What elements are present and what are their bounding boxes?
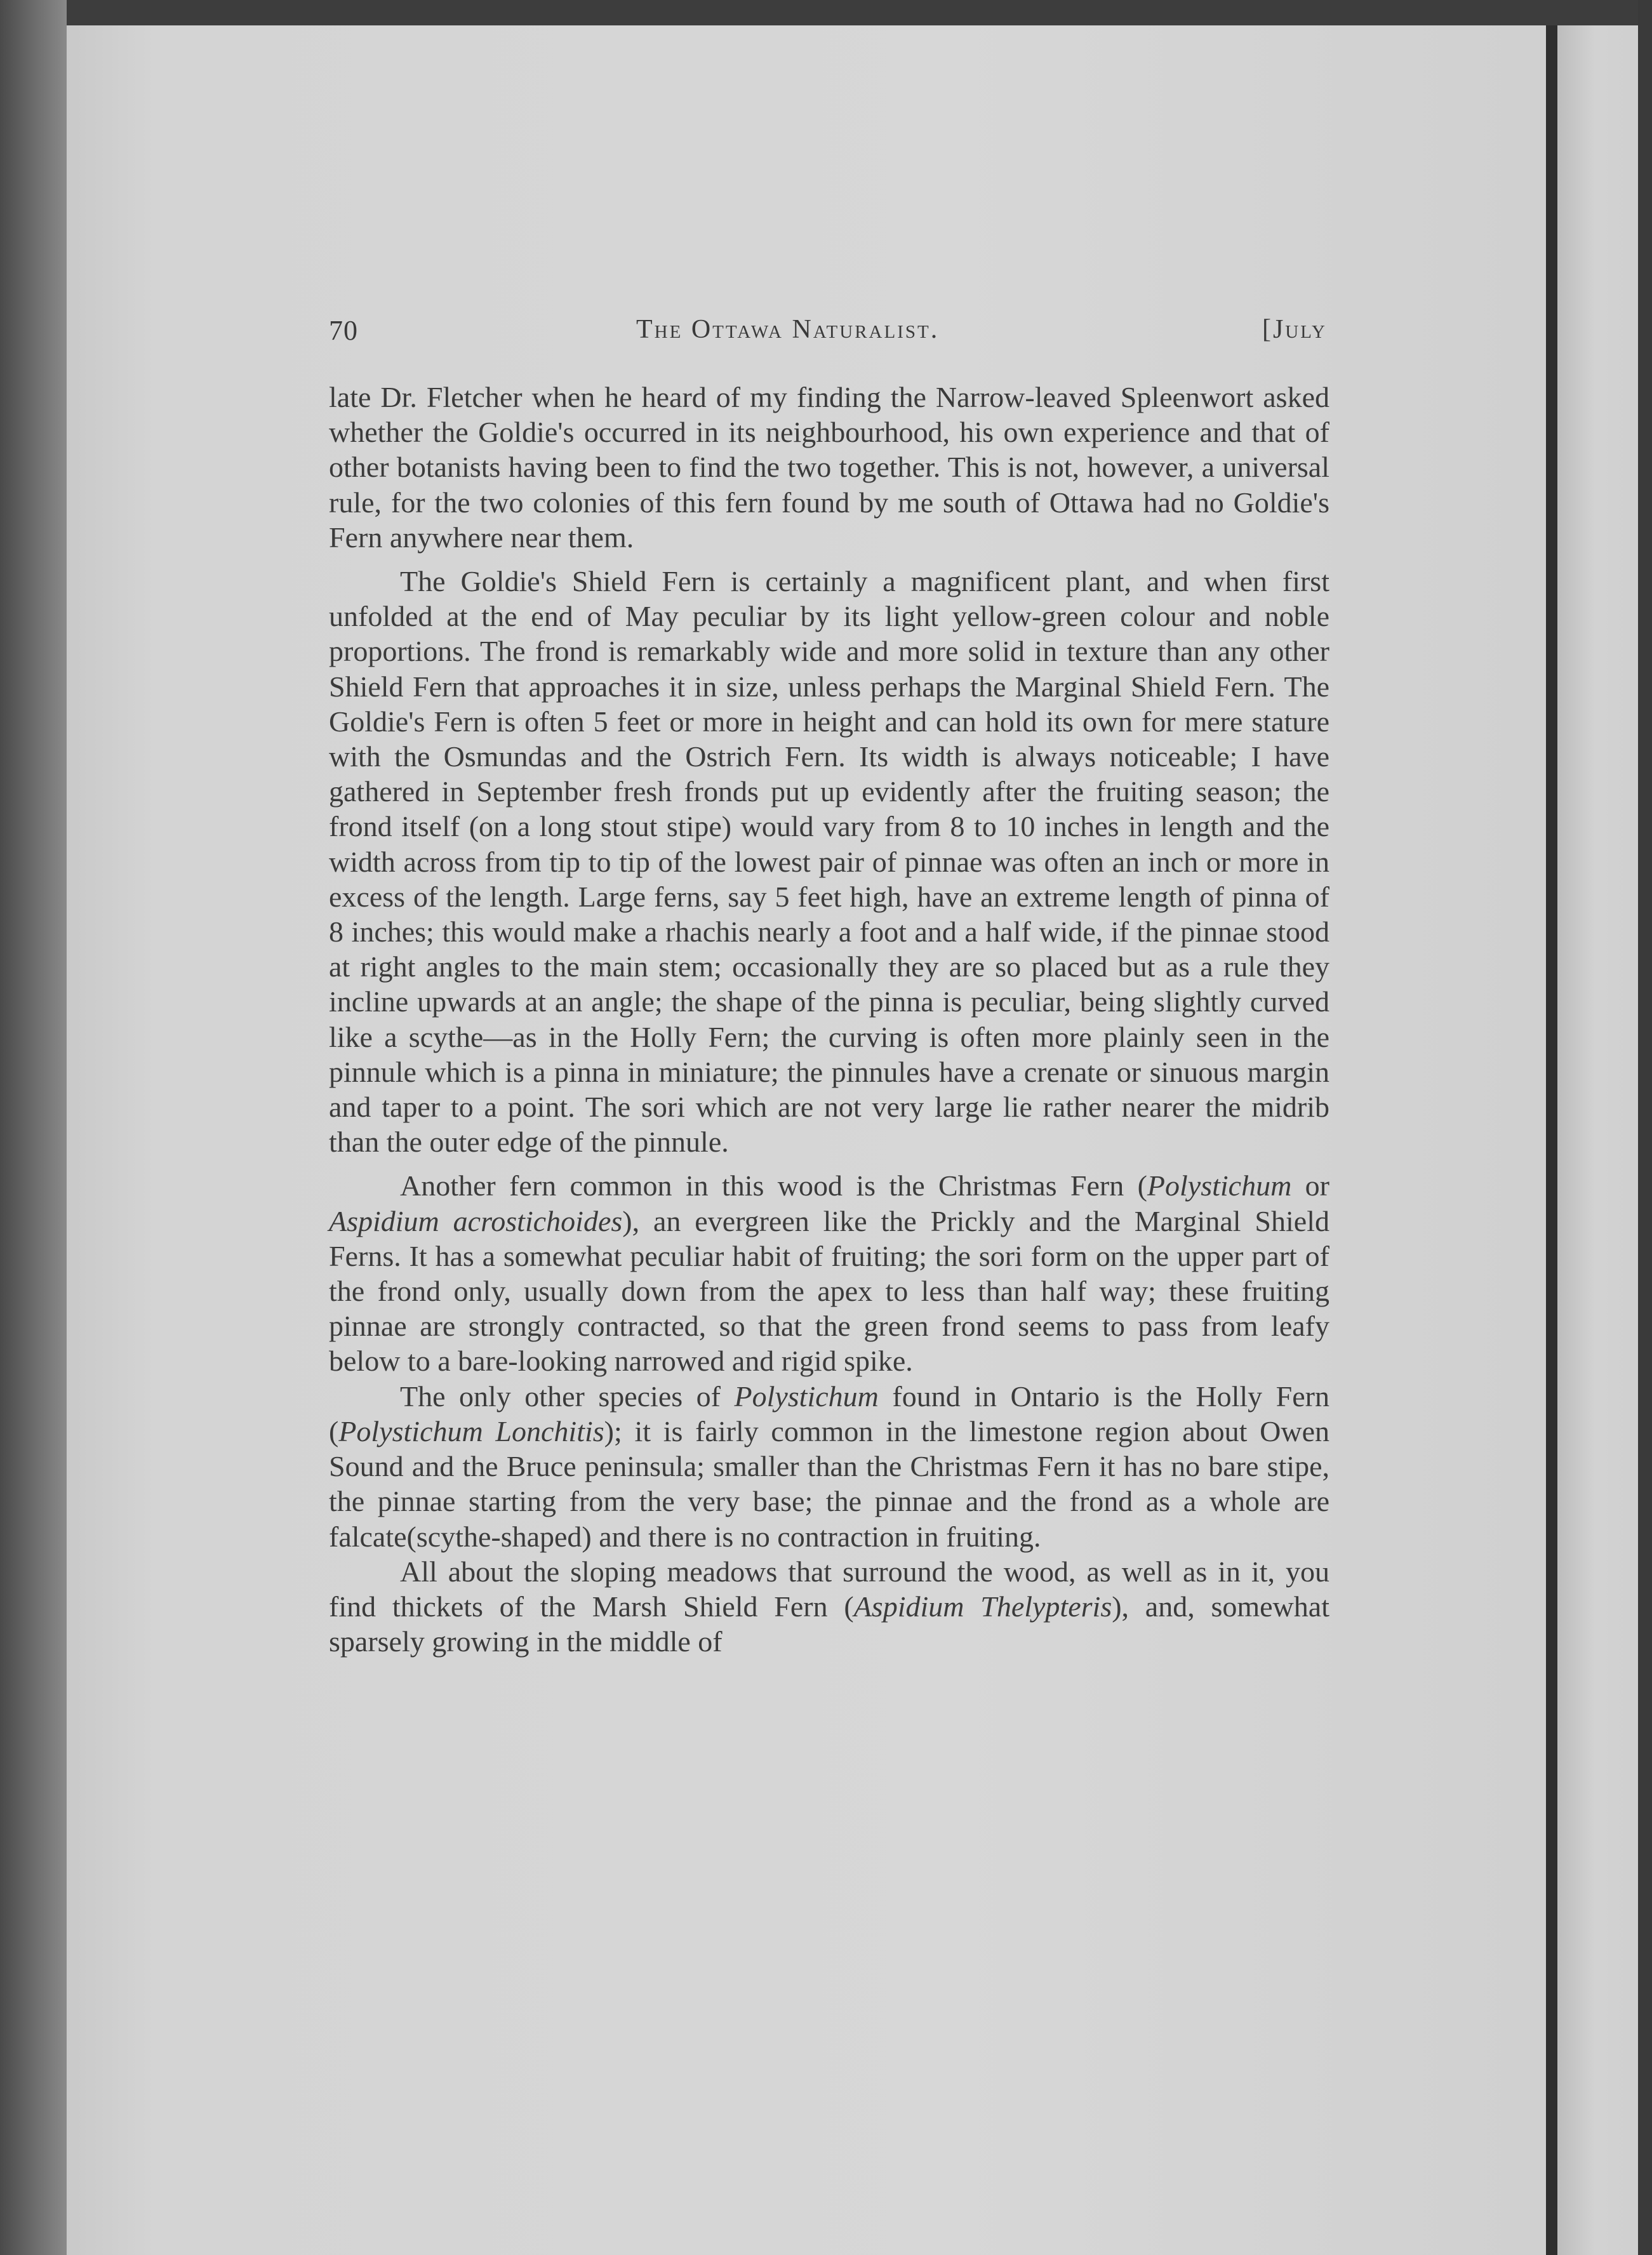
paragraph-4 [329, 1379, 1329, 1554]
text-run: ), an evergreen like the Prickly and the Marginal Shield Ferns. It has a somewhat peculiar habit of fruiting; the sori form on the upper part of the frond only, usually down from the apex to less than half way; these fruiting pinnae are strongly contracted, so that the green frond seems to pass from leafy below to a bare-looking narrowed and rigid spike. [329, 1204, 1329, 1378]
species-name-italic: Aspidium acrostichoides [329, 1204, 623, 1237]
scan-border-top [0, 0, 1652, 25]
page-number: 70 [329, 315, 358, 346]
journal-title: The Ottawa Naturalist. [636, 315, 940, 344]
running-header [329, 314, 1329, 352]
header-month: [July [1262, 315, 1327, 344]
paragraph-2 [329, 564, 1329, 1159]
species-name-italic: Polystichum [734, 1380, 879, 1413]
species-name-italic: Aspidium Thelypteris [853, 1590, 1112, 1623]
text-run: or [1291, 1169, 1329, 1202]
text-run: The Goldie's Shield Fern is certainly a magnificent plant, and when first unfolded at the end of May peculiar by its light yellow-green colour and noble proportions. The frond is remarkably wide and more solid in texture than any other Shield Fern that approaches it in size, unless perhaps the Marginal Shield Fern. The Goldie's Fern is often 5 feet or more in height and can hold its own for mere stature with the Osmundas and the Ostrich Fern. Its width is always noticeable; I have gathered in September fresh fronds put up evidently after the fruiting season; the frond itself (on a long stout stipe) would vary from 8 to 10 inches in length and the width across from tip to tip of the lowest pair of pinnae was often an inch or more in excess of the length. Large ferns, say 5 feet high, have an extreme length of pinna of 8 inches; this would make a rhachis nearly a foot and a half wide, if the pinnae stood at right angles to the main stem; occasionally they are so placed but as a rule they incline upwards at an angle; the shape of the pinna is peculiar, being slightly curved like a scythe—as in the Holly Fern; the curving is often more plainly seen in the pinnule which is a pinna in miniature; the pinnules have a crenate or sinuous margin and taper to a point. The sori which are not very large lie rather nearer the midrib than the outer edge of the pinnule. [329, 565, 1329, 1159]
text-run: All about the sloping meadows that surround the wood, as well as in it, you find thickets of the Marsh Shield Fern ( [329, 1555, 1329, 1623]
scan-border-right [1638, 0, 1652, 2255]
body-text [329, 380, 1329, 1659]
text-run: The only other species of [400, 1380, 735, 1413]
paragraph-5 [329, 1554, 1329, 1660]
species-name-italic: Polystichum Lonchitis [338, 1414, 604, 1447]
paragraph-3 [329, 1168, 1329, 1378]
book-gutter [1546, 25, 1557, 2255]
species-name-italic: Polystichum [1147, 1169, 1292, 1202]
text-run: Another fern common in this wood is the Christmas Fern ( [400, 1169, 1147, 1202]
text-run: late Dr. Fletcher when he heard of my finding the Narrow-leaved Spleenwort asked whether the Goldie's occurred in its neighbourhood, his own experience and that of other botanists having been to find the two together. This is not, however, a universal rule, for the two colonies of this fern found by me south of Ottawa had no Goldie's Fern anywhere near them. [329, 381, 1329, 554]
paragraph-1 [329, 380, 1329, 555]
scan-border-left [0, 0, 67, 2255]
text-run: ); it is fairly common in the limestone region about Owen Sound and the Bruce peninsula; smaller than the Christmas Fern it has no bare stipe, the pinnae starting from the very base; the pinnae and the frond as a whole are falcate(scythe-shaped) and there is no contraction in fruiting. [329, 1414, 1329, 1553]
text-run: found in Ontario is the Holly Fern ( [329, 1380, 1330, 1447]
text-run: ), and, somewhat sparsely growing in the middle of [329, 1590, 1329, 1658]
